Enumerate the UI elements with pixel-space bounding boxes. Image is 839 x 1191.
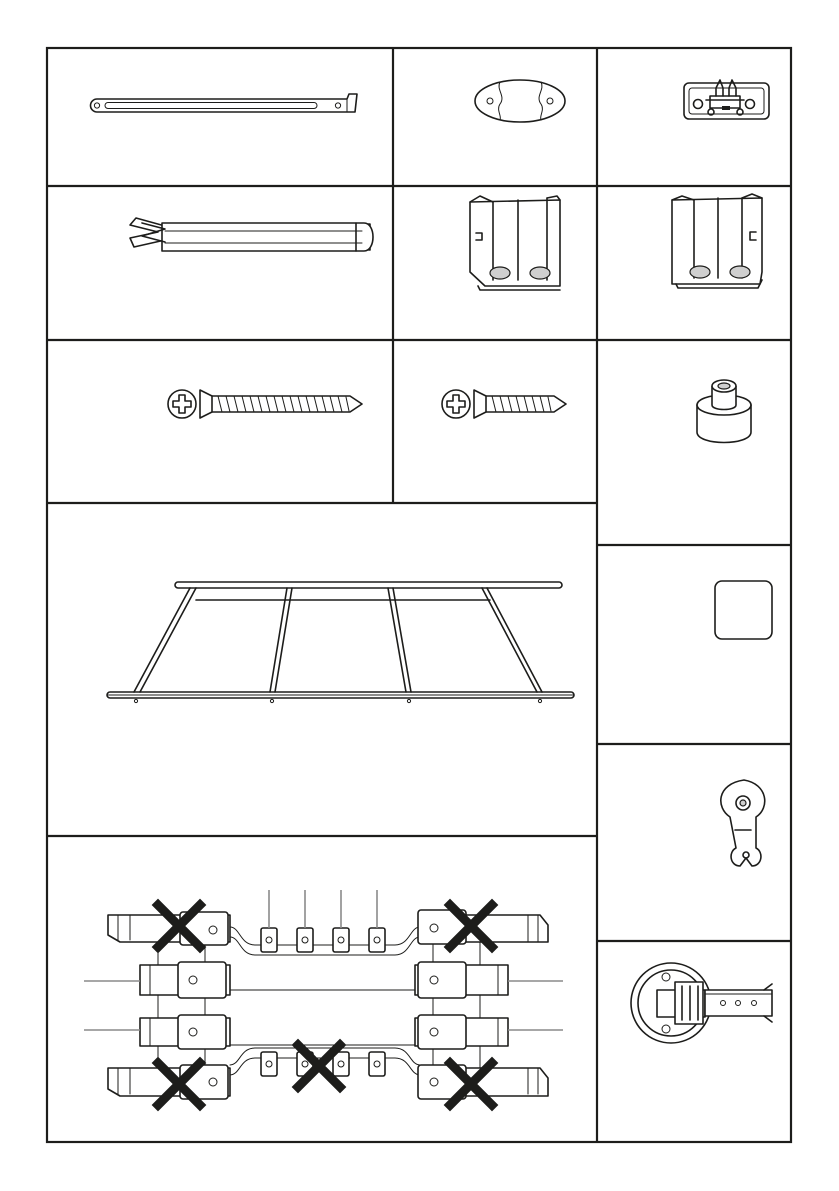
spanner-key-icon xyxy=(721,780,765,866)
wire-rack-icon xyxy=(107,582,574,703)
hinge-detail-icon xyxy=(631,963,772,1043)
corner-bracket-icon xyxy=(672,194,762,288)
bracket-row-second-left xyxy=(140,962,230,998)
oval-plate-icon xyxy=(475,80,565,122)
bracket-row-third-left xyxy=(140,1015,230,1049)
clip-row-top xyxy=(261,928,385,952)
bracket-row-third-right xyxy=(415,1015,508,1049)
long-screw-icon xyxy=(168,390,362,418)
foot-cap-icon xyxy=(697,380,751,443)
clip-layout-diagram xyxy=(84,890,563,1105)
square-pad-icon xyxy=(715,581,772,639)
slotted-strip-icon xyxy=(91,94,358,112)
corner-bracket-icon xyxy=(470,196,560,290)
short-screw-icon xyxy=(442,390,566,418)
bracket-row-second-right xyxy=(415,962,508,998)
clip-bracket-icon xyxy=(684,80,769,119)
push-pin-icon xyxy=(130,218,373,251)
